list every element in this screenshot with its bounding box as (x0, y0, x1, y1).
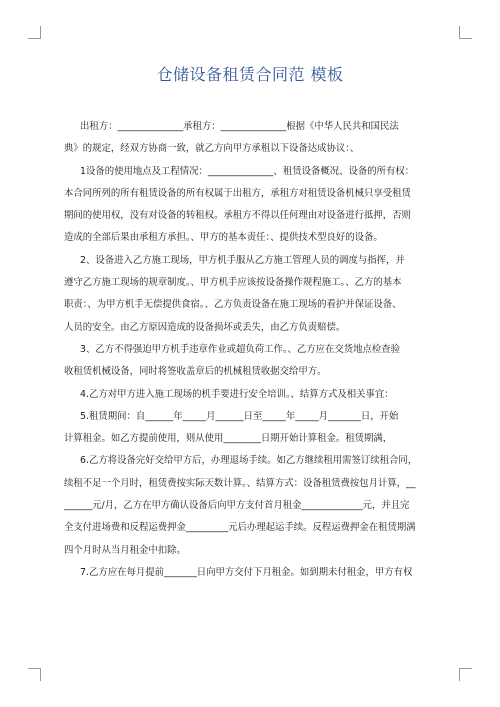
text-line: 计算租金。如乙方提前使用，则从使用________日期开始计算租金。租赁期满， (64, 433, 393, 445)
text-line: 人员的安全。由乙方原因造成的设备损坏或丢失，由乙方负责赔偿。 (64, 321, 346, 333)
text-line: 1设备的使用地点及工程情况：______________、租赁设备概况、设备的所有权： (80, 165, 415, 177)
text-line: 全支付进场费和反程运费押金_________元后办理起运手续。反程运费押金在租赁期满 (64, 522, 416, 534)
text-line: 职责：、为甲方机手无偿提供食宿。、乙方负责设备在施工现场的看护并保证设备、 (64, 299, 402, 311)
crop-mark-top-right (459, 26, 472, 39)
crop-mark-bottom-right (459, 668, 472, 681)
text-line: 5.租赁期间：自______年_____月______日至_____年_____月_______日，开始 (80, 410, 399, 422)
text-line: 期间的使用权，没有对设备的转租权。承租方不得以任何理由对设备进行抵押，否则 (64, 210, 411, 222)
document-title: 仓储设备租赁合同范 模板 (156, 65, 344, 84)
crop-mark-bottom-left (28, 668, 41, 681)
text-line: 4.乙方对甲方进入施工现场的机手要进行安全培训。、结算方式及相关事宜： (80, 388, 394, 400)
text-line: 7.乙方应在每月提前_______日向甲方交付下月租金。如到期未付租金，甲方有权 (80, 566, 413, 578)
document-body (64, 116, 438, 584)
text-line: 续租不足一个月时，租赁费按实际天数计算。、结算方式：设备租赁费按包月计算，__ (64, 477, 416, 489)
text-line: 造成的全部后果由承租方承担。、甲方的基本责任：、提供技术型良好的设备。 (64, 232, 383, 244)
text-line: ______元/月，乙方在甲方确认设备后向甲方支付首月租金_____________元，并且完 (64, 500, 410, 512)
text-line: 3、乙方不得强迫甲方机手违章作业或超负荷工作。、乙方应在交货地点检查验 (80, 343, 401, 355)
text-line: 典》的规定，经双方协商一致，就乙方向甲方承租以下设备达成协议：、 (64, 143, 360, 155)
crop-mark-top-left (28, 26, 41, 39)
text-line: 2、设备进入乙方施工现场，甲方机手服从乙方施工管理人员的调度与指挥，并 (80, 254, 405, 266)
text-line: 遵守乙方施工现场的规章制度。、甲方机手应该按设备操作规程施工。、乙方的基本 (64, 277, 402, 289)
text-line: 收租赁机械设备，同时将签收盖章后的机械租赁收据交给甲方。 (64, 366, 327, 378)
text-line: 6.乙方将设备完好交给甲方后，办理退场手续。如乙方继续租用需签订续租合同， (80, 455, 418, 467)
text-line: 本合同所列的所有租赁设备的所有权属于出租方，承租方对租赁设备机械只享受租赁 (64, 187, 411, 199)
text-line: 四个月时从当月租金中扣除。 (64, 544, 186, 556)
text-line: 出租方：______________承租方：______________根据《中华人民共和国民法 (80, 121, 399, 132)
